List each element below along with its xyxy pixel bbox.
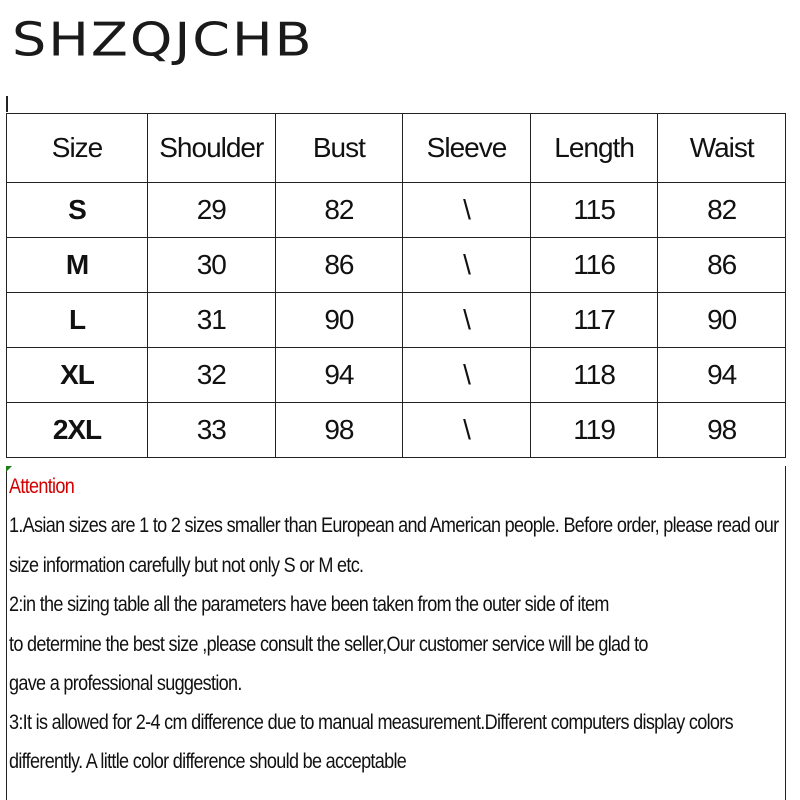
table-row	[7, 293, 786, 348]
cell-length: 115	[530, 183, 658, 238]
cell-waist: 94	[658, 348, 786, 403]
cell-bust: 98	[275, 403, 403, 458]
cell-waist: 82	[658, 183, 786, 238]
cell-shoulder: 30	[148, 238, 276, 293]
cell-bust: 82	[275, 183, 403, 238]
table-row	[7, 238, 786, 293]
cell-shoulder: 29	[148, 183, 276, 238]
header-waist: Waist	[658, 114, 786, 183]
cell-sleeve: \	[403, 348, 531, 403]
header-shoulder: Shoulder	[148, 114, 276, 183]
attention-notes	[6, 466, 786, 800]
note-line: to determine the best size ,please consult the seller,Our customer service will be glad to	[9, 633, 648, 656]
cell-sleeve: \	[403, 293, 531, 348]
header-sleeve: Sleeve	[403, 114, 531, 183]
cell-length: 119	[530, 403, 658, 458]
table-header-row	[7, 114, 786, 183]
cell-size: XL	[7, 348, 148, 403]
cell-shoulder: 33	[148, 403, 276, 458]
cell-corner-marker	[6, 466, 12, 472]
cell-waist: 86	[658, 238, 786, 293]
note-line: gave a professional suggestion.	[9, 672, 242, 695]
note-line: differently. A little color difference should be acceptable	[9, 750, 407, 773]
cell-waist: 98	[658, 403, 786, 458]
cell-sleeve: \	[403, 183, 531, 238]
cell-shoulder: 31	[148, 293, 276, 348]
size-chart-table	[6, 113, 786, 458]
brand-logo: SHZQJCHB	[12, 12, 314, 67]
cell-sleeve: \	[403, 403, 531, 458]
cell-size: S	[7, 183, 148, 238]
header-bust: Bust	[275, 114, 403, 183]
cell-size: L	[7, 293, 148, 348]
frame-border-left	[6, 96, 8, 112]
table-row	[7, 403, 786, 458]
header-length: Length	[530, 114, 658, 183]
cell-bust: 94	[275, 348, 403, 403]
note-line: size information carefully but not only S or M etc.	[9, 554, 364, 577]
cell-bust: 90	[275, 293, 403, 348]
cell-size: 2XL	[7, 403, 148, 458]
cell-sleeve: \	[403, 238, 531, 293]
cell-shoulder: 32	[148, 348, 276, 403]
cell-length: 116	[530, 238, 658, 293]
cell-waist: 90	[658, 293, 786, 348]
note-line: 2:in the sizing table all the parameters have been taken from the outer side of item	[9, 593, 609, 616]
note-line: 1.Asian sizes are 1 to 2 sizes smaller than European and American people. Before order, please read our	[9, 514, 779, 537]
header-size: Size	[7, 114, 148, 183]
cell-size: M	[7, 238, 148, 293]
table-row	[7, 348, 786, 403]
cell-length: 117	[530, 293, 658, 348]
note-line: 3:It is allowed for 2-4 cm difference due to manual measurement.Different computers display colors	[9, 711, 733, 734]
cell-bust: 86	[275, 238, 403, 293]
table-row	[7, 183, 786, 238]
attention-title: Attention	[9, 475, 75, 498]
cell-length: 118	[530, 348, 658, 403]
